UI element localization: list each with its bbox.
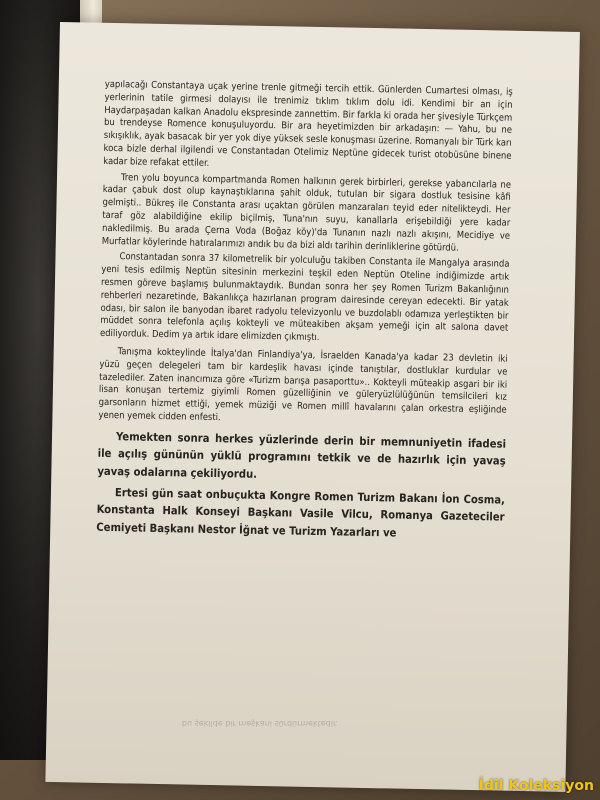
book-page xyxy=(45,22,579,792)
paragraph: Tren yolu boyunca kompartmanda Romen halkının gerek birbirleri, gerekse yabancılarla ne kadar çabuk dost olup kaynaştıklarına şahit olduk, tutulan bir sigara dostluk tesisine kâfi gelmişti.. Bükreş ile Constanta arası uçaktan görülen manzaraları teyid eder nitelikteydi. Her taraf göz alabildiğine ekilip biçilmiş, Tuna'nın suyu, kanallarla erişebildiği yere kadar nakledilmiş. Bu arada Çerna Voda (Boğaz köy)'da Tunanın nazlı nazlı akışını, Mecidiye ve Murfatlar köylerinde hatıralarımızı andık bu da bizi aldı tarihin derinliklerine götürdü. xyxy=(101,171,512,254)
page-text xyxy=(96,79,513,544)
paragraph: yapılacağı Constantaya uçak yerine trenle gitmeği tercih ettik. Günlerden Cumartesi olması, iş yerlerinin tatile girmesi dolayısı ile trenimiz tıklım tıklım dolu idi. Kendimi bir an için Haydarpaşadan kalkan Anadolu ekspresinde zannettim. Bir farkla ki orada her şivesiyle Türkçem bu trendeyse Romence konuşuluyordu. Bir ara heyetimizden bir arkadaşın: — Yahu, bu ne sıkışıklık, ayak basacak bir yer yok diye yüksek sesle konuşması üzerine. Romanyalı bir Türk karı koca bizle derhal ilgilendi ve Constantadan Otelimiz Neptüne gidecek turist otobüsüne binene kadar bize refakat ettiler. xyxy=(103,78,513,169)
paragraph: Ertesi gün saat onbuçukta Kongre Romen Turizm Bakanı İon Cosma, Konstanta Halk Konseyi Başkanı Vasile Vilcu, Romanya Gazeteciler Cemiyeti Başkanı Nestor İğnat ve Turizm Yazarları ve xyxy=(96,485,506,540)
paragraph: Tanışma kokteylinde İtalya'dan Finlandiya'ya, İsraelden Kanada'ya kadar 23 devletin iki yüzü geçen delegeleri tam bir kardeşlik havası içinde tanıştılar, dostluklar kurdular ve tazelediler. Zaten inancımıza göre «Turizm barışa pasaporttu».. Kokteyli müteakip asgari bir iki lisan konuşan tertemiz giyimli Romen güzelliğinin ve güleryüzlülüğünün temsilcileri kız garsonların hizmet ettiği, yemek müziği ve Romen millî havalarını çalan orkestra eşliğinde yenen yemek cidden enfesti. xyxy=(98,346,508,424)
paragraph: Yemekten sonra herkes yüzlerinde derin bir memnuniyetin ifadesi ile açılış gününün yüklü programını tetkik ve de hazırlık için yavaş yavaş odalarına çekiliyordu. xyxy=(97,429,507,481)
watermark: İdil Koleksiyon xyxy=(478,778,594,794)
bleed-through-text: bu şekilde bir meşkani sürdürmektedir. xyxy=(181,719,339,728)
paragraph: Constantadan sonra 37 kilometrelik bir yolculuğu takiben Constanta ile Mangalya arasında yeni tesis edilmiş Neptün sitesinin merkezini teşkil eden Neptün Oteline indiğimizde artık resmen göreve başlamış bulunmaktaydık. Bundan sonra her şey Romen Turizm Bakanlığının rehberleri nezaretinde, Bakanlıkça hazırlanan program dairesinde cereyan edecekti. Bir yatak odası, bir salon ile banyodan ibaret radyolu televizyonlu ve buzdolablı odamıza yerleştikten bir müddet sonra telefonla açılış kokteyli ve müteakiben akşam yemeği için alt salona davet ediliyorduk. Dedim ya artık idare elimizden çıkmıştı. xyxy=(99,251,510,344)
